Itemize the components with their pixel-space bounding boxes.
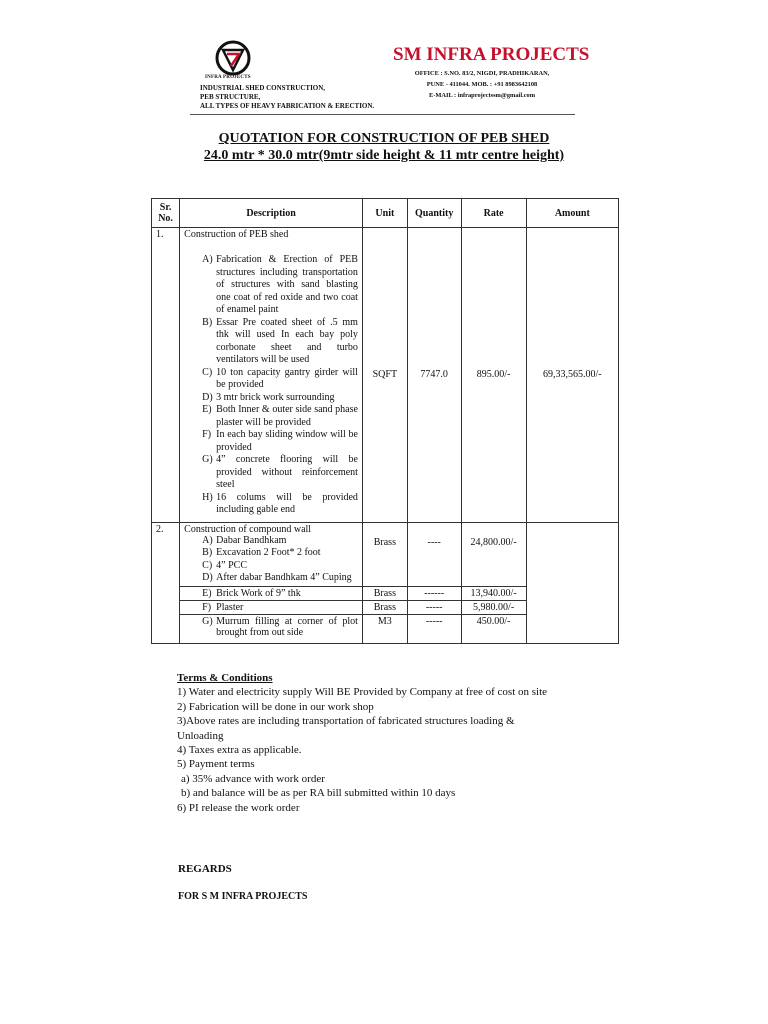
rate-cell: 895.00/- xyxy=(461,228,526,523)
terms-line: 3)Above rates are including transportation of fabricated structures loading & Unloading xyxy=(177,715,515,742)
quantity-cell: ----- xyxy=(407,600,461,614)
list-item: C) 4” PCC xyxy=(202,559,247,571)
email-line: E-MAIL : infraprojectssm@gmail.com xyxy=(428,92,536,99)
item-heading: Construction of PEB shed xyxy=(184,229,289,240)
quantity-cell: ----- xyxy=(407,614,461,643)
col-rate: Rate xyxy=(461,199,526,228)
amount-cell xyxy=(526,522,618,643)
contact-block xyxy=(402,68,562,101)
sr-cell: 2. xyxy=(152,522,180,643)
list-item: A) Fabrication & Erection of PEB structures including transportation of structures with sand blasting one coat of red oxide and two coat of enamel paint xyxy=(202,254,358,315)
terms-line: a) 35% advance with work order xyxy=(181,772,325,785)
service-line: INDUSTRIAL SHED CONSTRUCTION, xyxy=(200,84,326,92)
office-address: OFFICE : S.NO. 83/2, NIGDI, PRADHIKARAN, xyxy=(414,70,550,77)
terms-line: b) and balance will be as per RA bill submitted within 10 days xyxy=(181,787,456,800)
peb-item-list xyxy=(184,254,358,517)
signatory-line: FOR S M INFRA PROJECTS xyxy=(178,891,308,902)
terms-line: 4) Taxes extra as applicable. xyxy=(177,744,302,757)
unit-cell: Brass xyxy=(362,522,407,586)
list-item: A) Dabar Bandhkam xyxy=(202,534,287,546)
company-name: SM INFRA PROJECTS xyxy=(393,44,590,65)
unit-cell: Brass xyxy=(362,600,407,614)
regards-text: REGARDS xyxy=(178,863,232,875)
list-item: C) 10 ton capacity gantry girder will be provided xyxy=(202,366,358,390)
header-divider xyxy=(190,114,575,115)
description-cell xyxy=(180,228,363,523)
col-unit: Unit xyxy=(362,199,407,228)
table-header-row xyxy=(152,199,619,228)
company-logo xyxy=(215,40,251,76)
list-item: B) Excavation 2 Foot* 2 foot xyxy=(202,547,321,558)
col-amount: Amount xyxy=(526,199,618,228)
quotation-subtitle: 24.0 mtr * 30.0 mtr(9mtr side height & 11 mtr centre height) xyxy=(203,148,565,163)
terms-line: 1) Water and electricity supply Will BE Provided by Company at free of cost on site xyxy=(177,686,548,699)
col-sr-no: Sr. No. xyxy=(152,199,180,228)
col-description: Description xyxy=(180,199,363,228)
wall-item-list xyxy=(184,535,358,585)
quantity-cell: 7747.0 xyxy=(407,228,461,523)
unit-cell: M3 xyxy=(362,614,407,643)
description-cell: F) Plaster xyxy=(180,600,363,614)
unit-cell: SQFT xyxy=(362,228,407,523)
rate-cell: 450.00/- xyxy=(461,614,526,643)
terms-section xyxy=(177,671,557,815)
description-cell xyxy=(180,522,363,586)
unit-cell: Brass xyxy=(362,586,407,600)
service-line: PEB STRUCTURE, xyxy=(200,93,261,101)
list-item: B) Essar Pre coated sheet of .5 mm thk will used In each bay poly corbonate sheet and turbo ventilators will be used xyxy=(202,316,358,365)
list-item: E) Both Inner & outer side sand phase plaster will be provided xyxy=(202,404,358,428)
list-item: H) 16 colums will be provided including gable end xyxy=(202,491,358,515)
list-item: F) In each bay sliding window will be provided xyxy=(202,429,358,453)
rate-cell: 5,980.00/- xyxy=(461,600,526,614)
table-row-peb-shed xyxy=(152,228,619,523)
list-item: G) 4” concrete flooring will be provided without reinforcement steel xyxy=(202,454,358,490)
logo-caption: INFRA PROJECTS xyxy=(205,75,251,80)
services-list xyxy=(200,84,374,111)
list-item: D) 3 mtr brick work surrounding xyxy=(202,391,335,403)
quotation-title: QUOTATION FOR CONSTRUCTION OF PEB SHED xyxy=(218,131,550,146)
description-cell: G) Murrum filling at corner of plot brought from out side xyxy=(180,614,363,643)
rate-cell: 24,800.00/- xyxy=(461,522,526,586)
amount-cell: 69,33,565.00/- xyxy=(526,228,618,523)
quantity-cell: ------ xyxy=(407,586,461,600)
item-heading: Construction of compound wall xyxy=(184,523,312,535)
quantity-cell: ---- xyxy=(407,522,461,586)
list-item: D) After dabar Bandhkam 4” Cuping xyxy=(202,572,352,583)
terms-line: 6) PI release the work order xyxy=(177,801,300,814)
terms-line: 2) Fabrication will be done in our work shop xyxy=(177,700,374,713)
col-quantity: Quantity xyxy=(407,199,461,228)
description-cell: E) Brick Work of 9” thk xyxy=(180,586,363,600)
terms-heading: Terms & Conditions xyxy=(177,672,273,684)
phone-line: PUNE - 411044. MOB. : +91 8983642108 xyxy=(426,81,538,88)
sr-cell: 1. xyxy=(152,228,180,523)
table-row-compound-wall xyxy=(152,522,619,586)
quotation-table xyxy=(151,198,619,644)
service-line: ALL TYPES OF HEAVY FABRICATION & ERECTION. xyxy=(200,102,375,110)
rate-cell: 13,940.00/- xyxy=(461,586,526,600)
terms-line: 5) Payment terms xyxy=(177,758,255,771)
